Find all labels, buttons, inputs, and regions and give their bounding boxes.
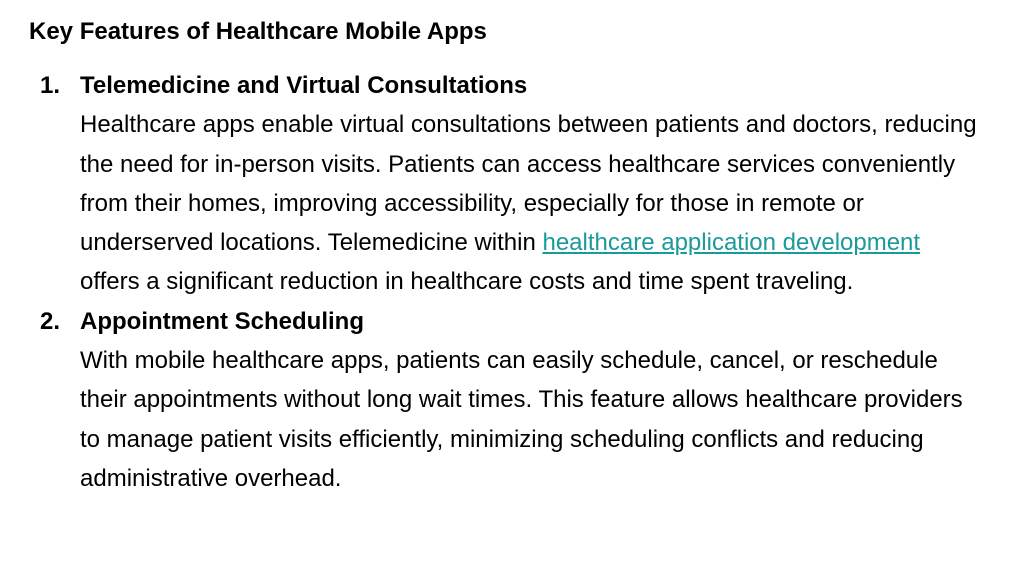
feature-list (29, 66, 1024, 498)
list-item-number: 2. (40, 307, 61, 335)
feature-heading-appointment-scheduling: Appointment Scheduling (80, 307, 364, 335)
list-item-number: 1. (40, 72, 61, 99)
feature-body-appointment-scheduling: With mobile healthcare apps, patients can easily schedule, cancel, or reschedule their appointments without long wait times. This feature allows healthcare providers to manage patient visits efficiently, minimizing scheduling conflicts and reducing administrative overhead. (80, 347, 963, 492)
list-item-telemedicine (29, 66, 1024, 302)
feature-heading-telemedicine: Telemedicine and Virtual Consultations (80, 72, 528, 99)
page-title: Key Features of Healthcare Mobile Apps (29, 18, 487, 45)
list-item-appointment-scheduling (29, 302, 1024, 498)
feature-body-telemedicine (80, 105, 980, 301)
healthcare-app-development-link[interactable]: healthcare application development (542, 229, 921, 257)
feature-body-text: offers a significant reduction in healthcare costs and time spent traveling. (80, 268, 854, 296)
feature-body-text: Healthcare apps enable virtual consultations between patients and doctors, reducing the need for in-person visits. Patients can access healthcare services conveniently from their homes, improving accessibility, especially for those in remote or underserved locations. Telemedicine within (80, 111, 977, 257)
